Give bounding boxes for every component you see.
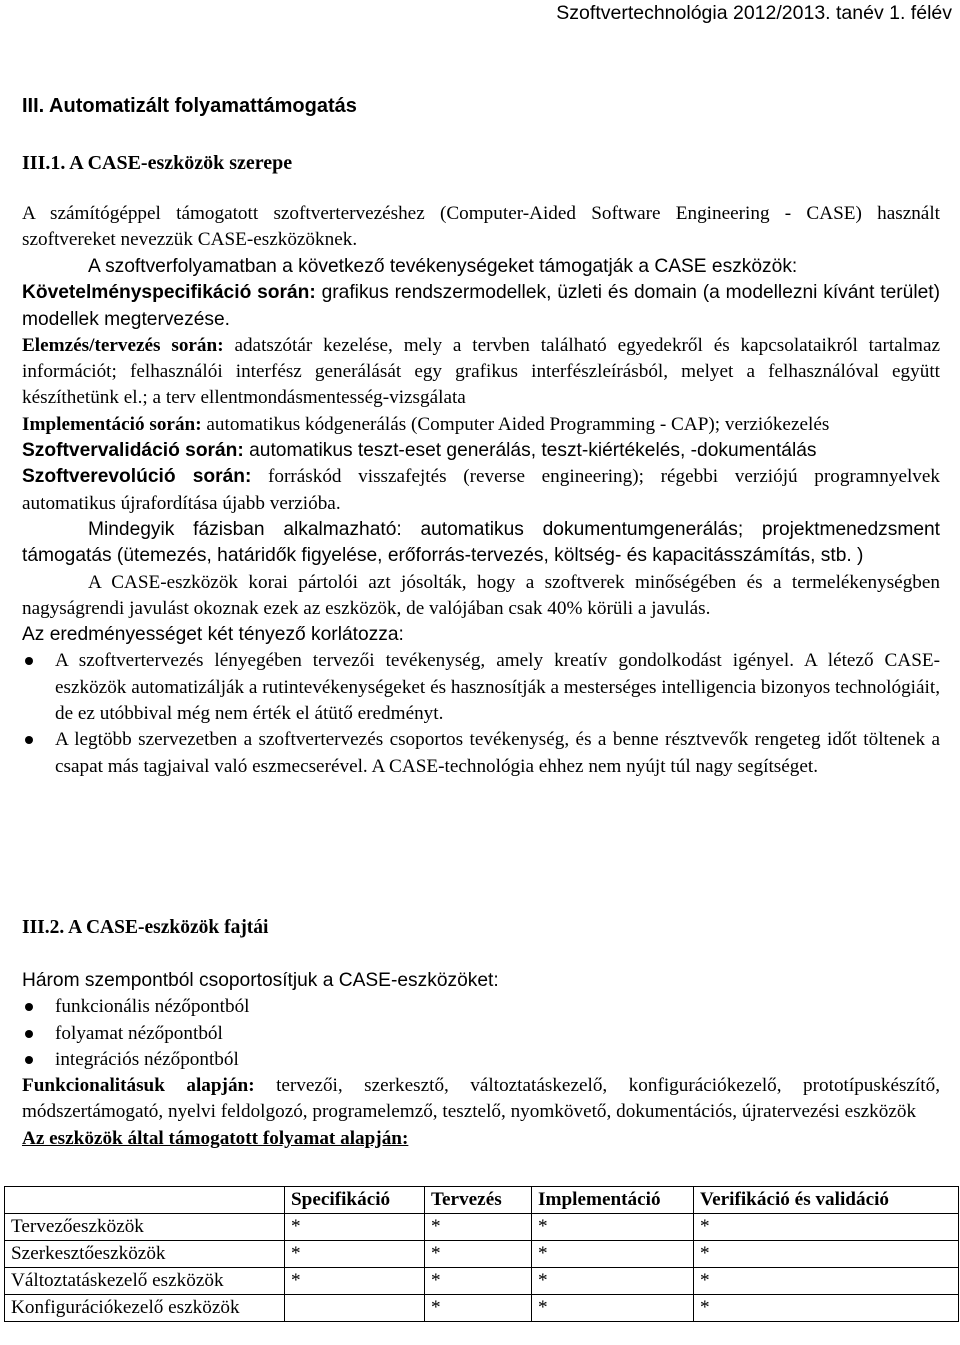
list-item: folyamat nézőpontból [22,1021,940,1047]
table-cell: * [694,1295,959,1322]
activity-evolution [22,464,940,517]
table-row [5,1295,959,1322]
table-header-cell: Specifikáció [285,1187,425,1214]
table-cell: * [694,1268,959,1295]
early-advocates-paragraph: A CASE-eszközök korai pártolói azt jósolták, hogy a szoftverek minőségében és a termelékenységben nagyságrendi javulást okoznak ezek az eszközök, de valójában csak 40% körüli a javulás. [22,571,940,619]
groups-block [22,968,940,1152]
all-phases-paragraph: Mindegyik fázisban alkalmazható: automatikus dokumentumgenerálás; projektmenedzsment támogatás (ütemezés, határidők figyelése, erőforrás-tervezés, költség- és kapacitásszámítás, stb. ) [22,518,940,567]
activity-requirements [22,280,940,333]
groups-list [22,994,940,1073]
list-item: funkcionális nézőpontból [22,994,940,1020]
activities-intro: A szoftverfolyamatban a következő tevékenységeket támogatják a CASE eszközök: [88,256,798,277]
activity-text: forráskód visszafejtés (reverse engineering); régebbi verziójú programnyelvek automatikus újrafordítása újabb verzióba. [22,466,940,514]
activity-text: grafikus rendszermodellek, üzleti és domain (a modellezni kívánt terület) modellek megtervezése. [22,282,940,330]
table-cell: * [532,1295,694,1322]
functionality-label: Funkcionalitásuk alapján: [22,1075,255,1097]
table-row [5,1268,959,1295]
table-cell: * [532,1241,694,1268]
list-item: A szoftvertervezés lényegében tervezői tevékenység, amely kreatív gondolkodást igényel. A létező CASE-eszközök automatizálják a rutintevékenységeket és hasznosítják a mesterséges intelligencia bizonyos technológiáit, de ez utóbbival még nem érték el átütő eredményt. [22,648,940,727]
subsection-title-case-role: III.1. A CASE-eszközök szerepe [22,152,293,174]
table-row-label: Szerkesztőeszközök [5,1241,285,1268]
table-cell: * [285,1241,425,1268]
functionality-text: tervezői, szerkesztő, változtatáskezelő, konfigurációkezelő, prototípuskészítő, módszertámogató, nyelvi feldolgozó, programelemző, tesztelő, nyomkövető, dokumentációs, újratervezési eszközök [22,1075,941,1123]
limits-intro: Az eredményességet két tényező korlátozza: [22,624,404,646]
table-cell [285,1295,425,1322]
table-cell: * [694,1214,959,1241]
running-header [0,0,960,26]
activity-label: Elemzés/tervezés során: [22,334,224,356]
process-label: Az eszközök által támogatott folyamat alapján: [22,1127,409,1149]
table-header-cell: Tervezés [425,1187,532,1214]
activity-label: Szoftverevolúció során: [22,466,252,488]
limits-list [22,648,940,779]
activity-label: Követelményspecifikáció során: [22,282,316,304]
table-row-label: Tervezőeszközök [5,1214,285,1241]
table-cell: * [425,1214,532,1241]
table-header-cell [5,1187,285,1214]
section-title: III. Automatizált folyamattámogatás [22,95,357,117]
activity-label: Szoftvervalidáció során: [22,440,244,462]
table-cell: * [425,1295,532,1322]
table-cell: * [532,1214,694,1241]
activity-label: Implementáció során: [22,413,202,435]
list-item: A legtöbb szervezetben a szoftvertervezés csoportos tevékenység, és a benne résztvevők rengeteg időt töltenek a csapat más tagjaival való eszmecserével. A CASE-technológia ehhez nem nyújt túl nagy segítséget. [22,727,940,780]
activity-validation [22,438,940,464]
table-row-label: Konfigurációkezelő eszközök [5,1295,285,1322]
groups-intro: Három szempontból csoportosítjuk a CASE-eszközöket: [22,970,499,991]
table-cell: * [285,1214,425,1241]
activity-design [22,333,940,412]
table-cell: * [532,1268,694,1295]
intro-paragraph: A számítógéppel támogatott szoftvertervezéshez (Computer-Aided Software Engineering - CASE) használt szoftvereket nevezzük CASE-eszközöknek. [22,203,940,251]
activity-text: automatikus teszt-eset generálás, teszt-kiértékelés, -dokumentálás [243,440,817,462]
table-header-cell: Implementáció [532,1187,694,1214]
subsection-title-case-types: III.2. A CASE-eszközök fajtái [22,917,269,938]
table-row [5,1241,959,1268]
activity-text: adatszótár kezelése, mely a tervben található egyedekről és kapcsolataikról tartalmaz információt; felhasználói interfész generálását egy grafikus interfészleírásból, melyet a felhasználóval együtt készíthetünk el.; a terv ellentmondásmentesség-vizsgálata [22,334,940,409]
list-item: integrációs nézőpontból [22,1047,940,1073]
table-header-cell: Verifikáció és validáció [694,1187,959,1214]
running-header-title: Szoftvertechnológia 2012/2013. tanév 1. félév [556,2,952,24]
table-cell: * [425,1268,532,1295]
table-cell: * [425,1241,532,1268]
activity-text: automatikus kódgenerálás (Computer Aided Programming - CAP); verziókezelés [201,413,830,435]
process-heading [22,1126,940,1152]
activities-block [22,254,940,780]
process-support-table [4,1186,959,1322]
table-row [5,1214,959,1241]
functionality-paragraph [22,1073,940,1126]
table-cell: * [285,1268,425,1295]
table-cell: * [694,1241,959,1268]
table-row-label: Változtatáskezelő eszközök [5,1268,285,1295]
table-header-row [5,1187,959,1214]
activity-implementation [22,412,940,438]
